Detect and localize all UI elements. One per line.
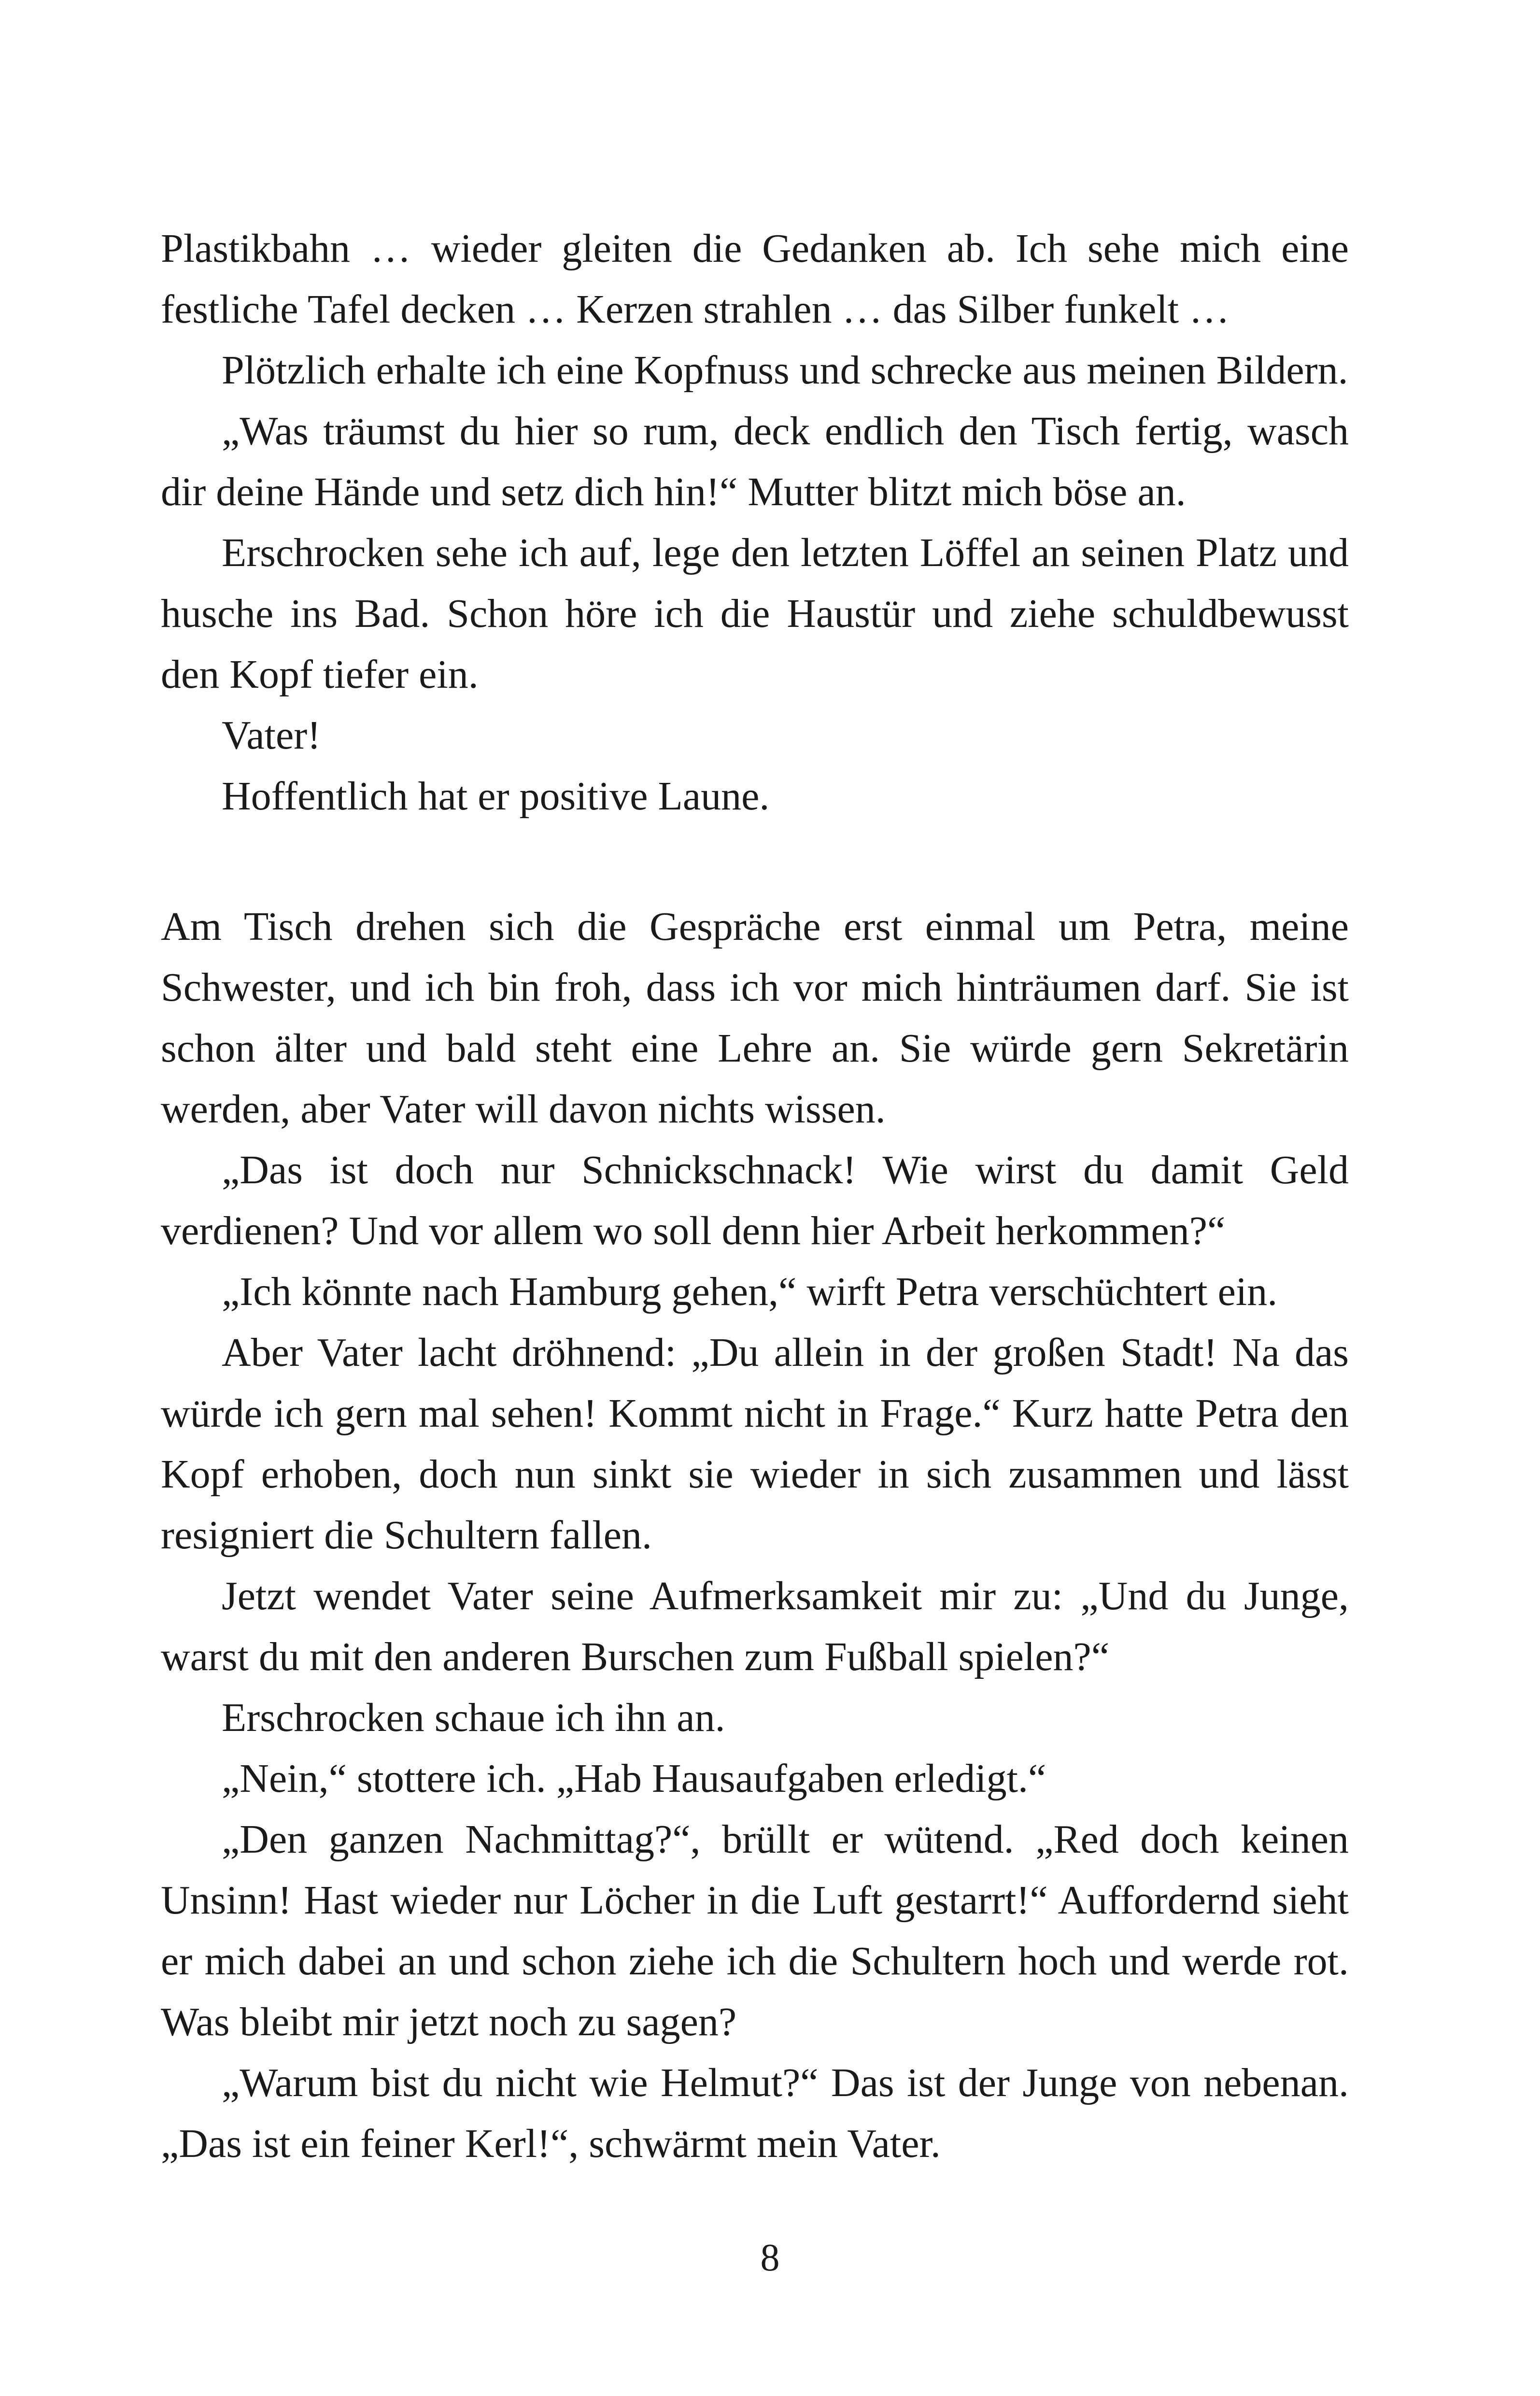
paragraph: Plastikbahn … wieder gleiten die Gedanken ab. Ich sehe mich eine festliche Tafel decken … Kerzen strahlen … das Silber funkelt … bbox=[161, 226, 1349, 332]
paragraph: Plötzlich erhalte ich eine Kopfnuss und schrecke aus meinen Bildern. bbox=[222, 348, 1348, 393]
paragraph: „Was träumst du hier so rum, deck endlich den Tisch fertig, wasch dir deine Hände und setz dich hin!“ Mutter blitzt mich böse an. bbox=[161, 409, 1349, 514]
paragraph: Hoffentlich hat er positive Laune. bbox=[222, 774, 770, 819]
text-section-2 bbox=[161, 896, 1349, 2174]
paragraph: „Das ist doch nur Schnickschnack! Wie wirst du damit Geld verdienen? Und vor allem wo soll denn hier Arbeit herkommen?“ bbox=[161, 1148, 1349, 1253]
paragraph: „Ich könnte nach Hamburg gehen,“ wirft Petra verschüchtert ein. bbox=[222, 1269, 1278, 1314]
page-number: 8 bbox=[760, 2237, 780, 2279]
paragraph: Jetzt wendet Vater seine Aufmerksamkeit mir zu: „Und du Junge, warst du mit den anderen Burschen zum Fußball spielen?“ bbox=[161, 1574, 1349, 1679]
paragraph: Vater! bbox=[222, 713, 321, 758]
paragraph: „Nein,“ stottere ich. „Hab Hausaufgaben erledigt.“ bbox=[222, 1756, 1046, 1801]
paragraph: Erschrocken schaue ich ihn an. bbox=[222, 1695, 725, 1740]
paragraph: „Den ganzen Nachmittag?“, brüllt er wütend. „Red doch keinen Unsinn! Hast wieder nur Löcher in die Luft gestarrt!“ Auffordernd sieht er mich dabei an und schon ziehe ich die Schultern hoch und werde rot. Was bleibt mir jetzt noch zu sagen? bbox=[161, 1817, 1349, 2044]
paragraph: Am Tisch drehen sich die Gespräche erst einmal um Petra, meine Schwester, und ich bin froh, dass ich vor mich hinträumen darf. Sie ist schon älter und bald steht eine Lehre an. Sie würde gern Sekretärin werden, aber Vater will davon nichts wissen. bbox=[161, 904, 1349, 1132]
paragraph: „Warum bist du nicht wie Helmut?“ Das ist der Junge von nebenan. „Das ist ein feiner Kerl!“, schwärmt mein Vater. bbox=[161, 2060, 1349, 2166]
paragraph: Erschrocken sehe ich auf, lege den letzten Löffel an seinen Platz und husche ins Bad. Schon höre ich die Haustür und ziehe schuldbewusst den Kopf tiefer ein. bbox=[161, 530, 1349, 697]
text-section-1 bbox=[161, 218, 1349, 827]
paragraph: Aber Vater lacht dröhnend: „Du allein in der großen Stadt! Na das würde ich gern mal sehen! Kommt nicht in Frage.“ Kurz hatte Petra den Kopf erhoben, doch nun sinkt sie wieder in sich zusammen und lässt resigniert die Schultern fallen. bbox=[161, 1330, 1349, 1558]
